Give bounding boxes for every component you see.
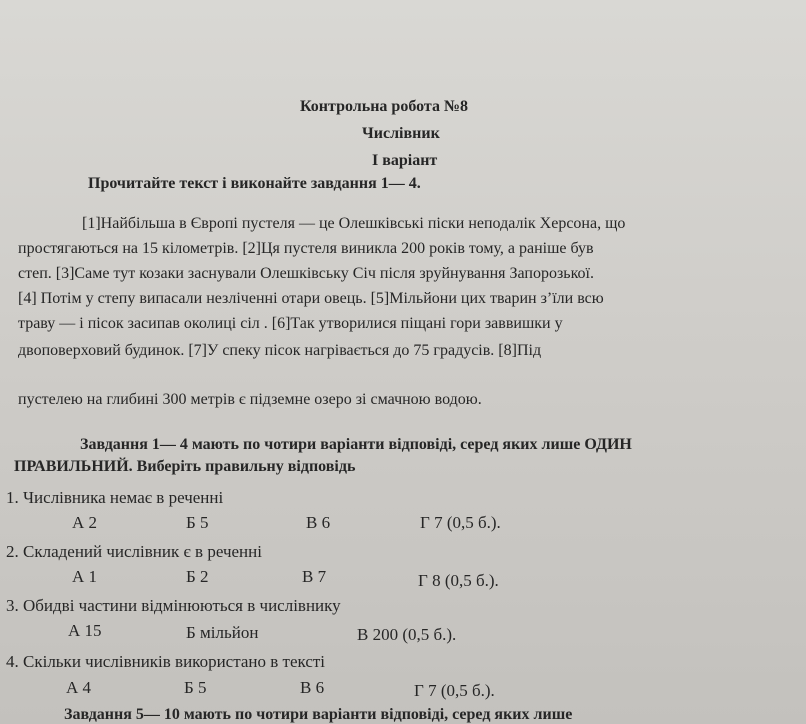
text-line-6: двоповерховий будинок. [7]У спеку пісок нагрівається до 75 градусів. [8]Під bbox=[18, 342, 542, 359]
q2-option-g: Г 8 (0,5 б.). bbox=[418, 571, 499, 590]
text-line-1: [1]Найбільша в Європі пустеля — це Олешківські піски неподалік Херсона, що bbox=[82, 215, 626, 232]
question-2: 2. Складений числівник є в реченні bbox=[6, 542, 262, 561]
question-1: 1. Числівника немає в реченні bbox=[6, 488, 224, 507]
q1-option-v: В 6 bbox=[306, 513, 331, 532]
worksheet-subject: Числівник bbox=[362, 125, 440, 142]
q3-option-a: А 15 bbox=[68, 621, 102, 640]
q3-option-b: Б мільйон bbox=[186, 623, 259, 642]
task-instruction-line-2: ПРАВИЛЬНИЙ. Виберіть правильну відповідь bbox=[14, 458, 356, 475]
text-line-7: пустелею на глибині 300 метрів є підземне озеро зі смачною водою. bbox=[18, 391, 482, 408]
text-line-2: простягаються на 15 кілометрів. [2]Ця пустеля виникла 200 років тому, а раніше був bbox=[18, 240, 594, 257]
q1-option-b: Б 5 bbox=[186, 513, 209, 532]
question-3: 3. Обидві частини відмінюються в числівнику bbox=[6, 596, 341, 615]
q2-option-v: В 7 bbox=[302, 567, 327, 586]
q4-option-b: Б 5 bbox=[184, 678, 207, 697]
text-line-5: траву — і пісок засипав околиці сіл . [6]Так утворилися піщані гори заввишки у bbox=[18, 315, 563, 332]
q1-option-g: Г 7 (0,5 б.). bbox=[420, 513, 501, 532]
reading-instruction: Прочитайте текст і виконайте завдання 1— 4. bbox=[88, 175, 421, 192]
text-line-3: степ. [3]Саме тут козаки заснували Олешківську Січ після зруйнування Запорозької. bbox=[18, 265, 594, 282]
task-instruction-line-1: Завдання 1— 4 мають по чотири варіанти відповіді, серед яких лише ОДИН bbox=[80, 436, 632, 453]
text-line-4: [4] Потім у степу випасали незліченні отари овець. [5]Мільйони цих тварин з’їли всю bbox=[18, 290, 604, 307]
q4-option-g: Г 7 (0,5 б.). bbox=[414, 681, 495, 700]
question-4: 4. Скільки числівників використано в тексті bbox=[6, 652, 326, 671]
worksheet-variant: І варіант bbox=[372, 152, 438, 169]
worksheet-title: Контрольна робота №8 bbox=[300, 98, 469, 115]
q3-option-v: В 200 (0,5 б.). bbox=[357, 625, 457, 644]
q1-option-a: А 2 bbox=[72, 513, 98, 532]
q2-option-b: Б 2 bbox=[186, 567, 209, 586]
q4-option-a: А 4 bbox=[66, 678, 92, 697]
next-task-instruction-cut: Завдання 5— 10 мають по чотири варіанти відповіді, серед яких лише bbox=[64, 706, 573, 723]
q2-option-a: А 1 bbox=[72, 567, 98, 586]
q4-option-v: В 6 bbox=[300, 678, 325, 697]
